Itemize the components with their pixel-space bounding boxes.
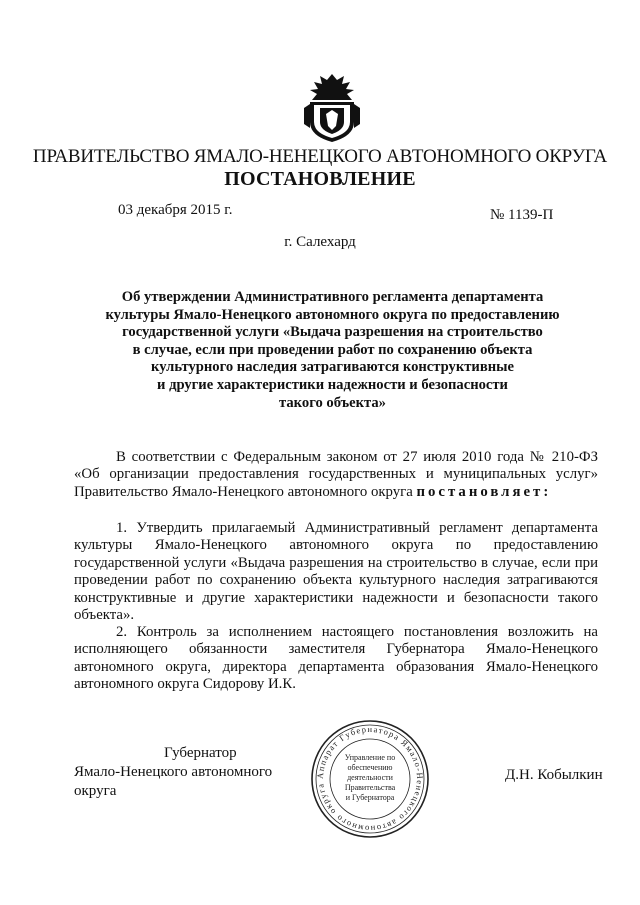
signatory-role — [74, 744, 314, 801]
preamble-text: В соответствии с Федеральным законом от 27 июля 2010 года № 210-ФЗ «Об организации предоставления государственных и муниципальных услуг» Правительство Ямало-Ненецкого автономного округа — [74, 449, 598, 500]
title-line: культурного наследия затрагиваются конструктивные — [151, 359, 514, 376]
title-line: государственной услуги «Выдача разрешения на строительство — [122, 324, 543, 341]
coat-of-arms-emblem — [300, 72, 364, 144]
official-stamp — [309, 718, 431, 840]
item-1-paragraph: 1. Утвердить прилагаемый Административный регламент департамента культуры Ямало-Ненецкого автономного округа по предоставлению государственной услуги «Выдача разрешения на строительство в случае, если при проведении работ по сохранению объекта культурного наследия затрагиваются конструктивные и другие характеристики надежности и безопасности такого объекта». — [74, 520, 598, 624]
government-name: ПРАВИТЕЛЬСТВО ЯМАЛО-НЕНЕЦКОГО АВТОНОМНОГО ОКРУГА — [32, 146, 608, 167]
stamp-center-line: и Губернатора — [345, 793, 395, 802]
stamp-center-line: деятельности — [347, 773, 393, 782]
document-number: № 1139-П — [490, 207, 554, 223]
document-date: 03 декабря 2015 г. — [118, 202, 233, 218]
stamp-ring-text: Аппарат Губернатора Ямало-Ненецкого автономного округа — [314, 723, 426, 835]
document-city: г. Салехард — [284, 234, 356, 250]
item-2-paragraph: 2. Контроль за исполнением настоящего постановления возложить на исполняющего обязанности заместителя Губернатора Ямало-Ненецкого автономного округа, директора департамента образования Ямало-Ненецкого автономного округа Сидорову И.К. — [74, 624, 598, 693]
signatory-name: Д.Н. Кобылкин — [505, 767, 603, 783]
title-line: такого объекта» — [279, 394, 386, 411]
signatory-region: Ямало-Ненецкого автономного округа — [74, 764, 273, 799]
preamble-paragraph — [74, 449, 598, 501]
stamp-center-line: Управление по — [344, 753, 396, 762]
document-type-heading: ПОСТАНОВЛЕНИЕ — [224, 168, 416, 190]
title-line: в случае, если при проведении работ по сохранению объекта — [132, 341, 533, 358]
document-title — [80, 289, 585, 412]
stamp-center-line: обеспечению — [347, 763, 393, 772]
resolves-word: постановляет: — [416, 483, 552, 500]
title-line: и другие характеристики надежности и безопасности — [157, 376, 508, 393]
title-line: культуры Ямало-Ненецкого автономного округа по предоставлению — [105, 306, 560, 323]
signatory-title: Губернатор — [164, 745, 237, 761]
stamp-center-line: Правительства — [344, 783, 396, 792]
title-line: Об утверждении Административного регламента департамента — [121, 289, 544, 305]
